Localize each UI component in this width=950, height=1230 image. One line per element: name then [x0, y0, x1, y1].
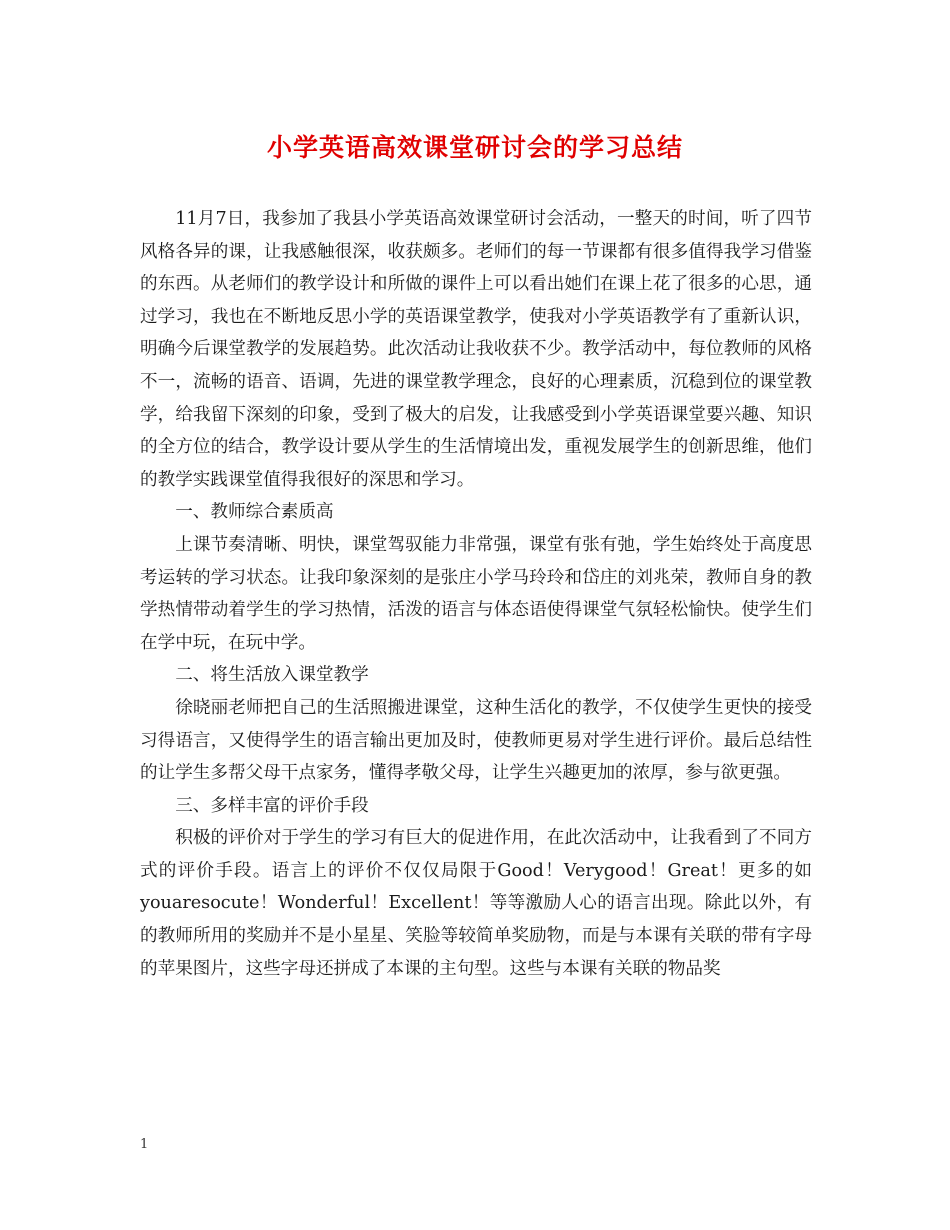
- paragraph-section-1: 上课节奏清晰、明快，课堂驾驭能力非常强，课堂有张有弛，学生始终处于高度思考运转的学习状态。让我印象深刻的是张庄小学马玲玲和岱庄的刘兆荣，教师自身的教学热情带动着学生的学习热情，活泼的语言与体态语使得课堂气氛轻松愉快。使学生们在学中玩，在玩中学。: [140, 534, 812, 653]
- section-heading-2: 二、将生活放入课堂教学: [175, 665, 369, 686]
- document-title: 小学英语高效课堂研讨会的学习总结: [266, 133, 683, 162]
- section-heading-1: 一、教师综合素质高: [175, 502, 334, 523]
- section-heading-3: 三、多样丰富的评价手段: [175, 795, 369, 816]
- paragraph-section-2: 徐晓丽老师把自己的生活照搬进课堂，这种生活化的教学，不仅使学生更快的接受习得语言，又使得学生的语言输出更加及时，使教师更易对学生进行评价。最后总结性的让学生多帮父母干点家务，懂得孝敬父母，让学生兴趣更加的浓厚，参与欲更强。: [140, 697, 812, 784]
- paragraph-section-3: 积极的评价对于学生的学习有巨大的促进作用，在此次活动中，让我看到了不同方式的评价手段。语言上的评价不仅仅局限于Good！Verygood！Great！更多的如youaresocute！Wonderful！Excellent！等等激励人心的语言出现。除此以外，有的教师所用的奖励并不是小星星、笑脸等较简单奖励物，而是与本课有关联的带有字母的苹果图片，这些字母还拼成了本课的主句型。这些与本课有关联的物品奖: [140, 828, 812, 979]
- page-number: 1: [140, 1137, 149, 1152]
- paragraph-intro: 11月7日，我参加了我县小学英语高效课堂研讨会活动，一整天的时间，听了四节风格各异的课，让我感触很深，收获颇多。老师们的每一节课都有很多值得我学习借鉴的东西。从老师们的教学设计和所做的课件上可以看出她们在课上花了很多的心思，通过学习，我也在不断地反思小学的英语课堂教学，使我对小学英语教学有了重新认识，明确今后课堂教学的发展趋势。此次活动让我收获不少。教学活动中，每位教师的风格不一，流畅的语音、语调，先进的课堂教学理念，良好的心理素质，沉稳到位的课堂教学，给我留下深刻的印象，受到了极大的启发，让我感受到小学英语课堂要兴趣、知识的全方位的结合，教学设计要从学生的生活情境出发，重视发展学生的创新思维，他们的教学实践课堂值得我很好的深思和学习。: [140, 209, 812, 490]
- document-body: [140, 203, 812, 985]
